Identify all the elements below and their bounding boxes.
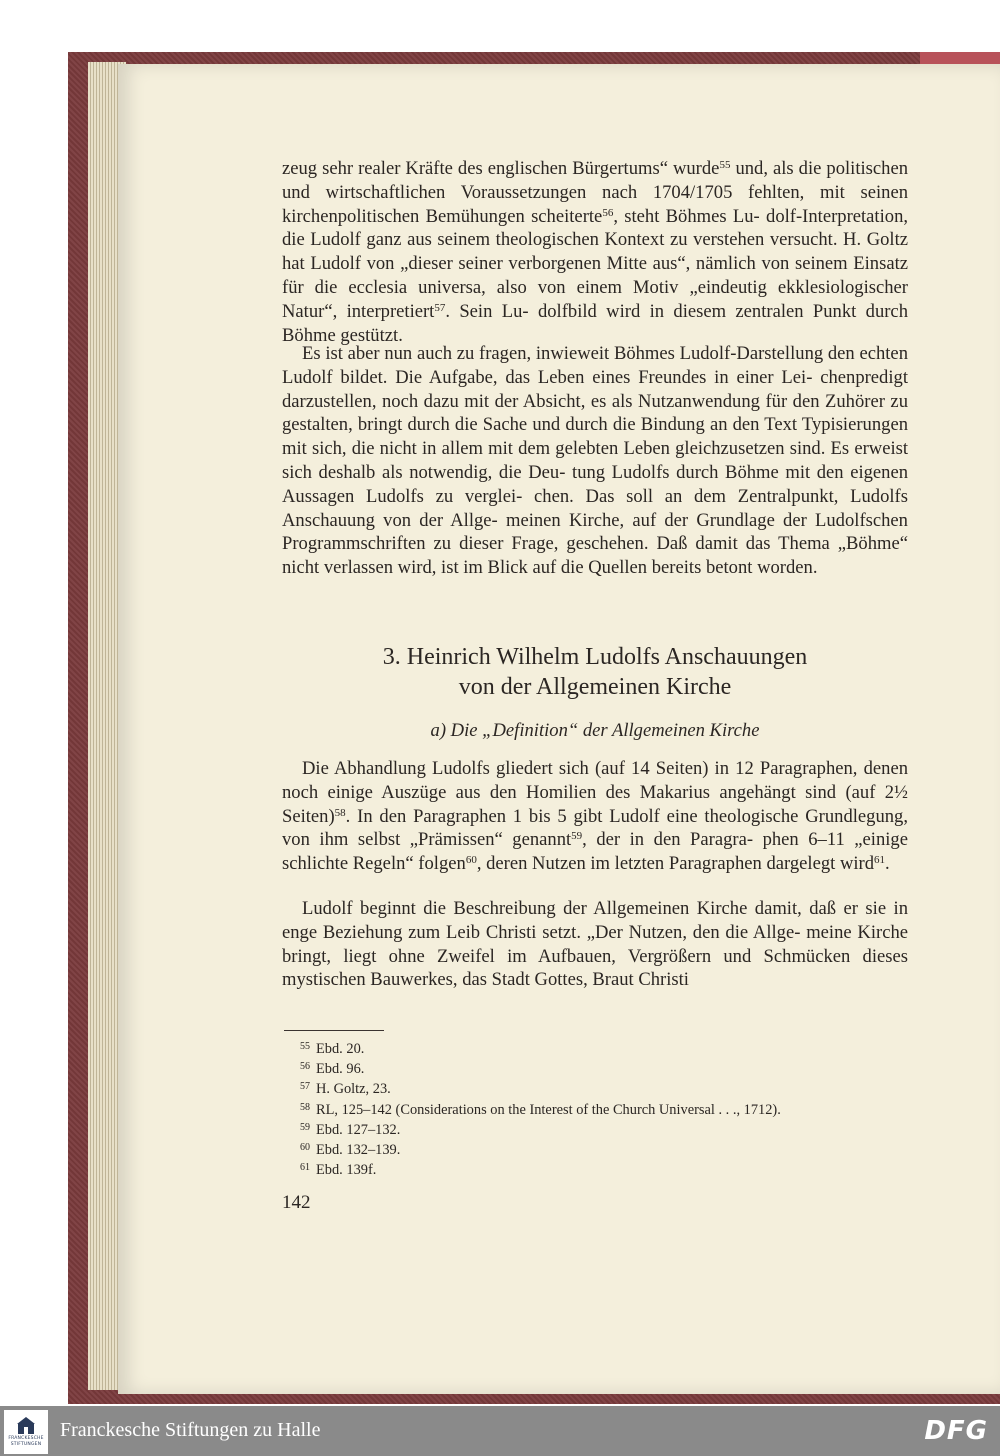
line-text: dolf-Interpretation, die Ludolf ganz aus seinem theologischen Kontext zu xyxy=(282,205,909,251)
footnote-number: 59 xyxy=(300,1121,310,1133)
viewer-footer xyxy=(0,1406,1000,1456)
footnote-reference[interactable]: 57 xyxy=(434,301,446,314)
line-text: politischen und wirtschaftlichen Voraussetzungen nach 1704/1705 fehlten, xyxy=(282,158,908,203)
dfg-logo[interactable]: DFG xyxy=(924,1416,988,1446)
footnote-text: H. Goltz, 23. xyxy=(316,1081,391,1098)
body-paragraph xyxy=(282,342,908,580)
line-text: chen. Das soll an dem Zentralpunkt, Ludolfs Anschauung von der Allge- xyxy=(282,485,908,531)
section-heading xyxy=(282,642,908,702)
line-text: an den Text Typisierungen mit sich, die nicht in allem mit dem gelebten xyxy=(282,414,908,460)
footnote-text: Ebd. 132–139. xyxy=(316,1142,401,1159)
paragraph-text xyxy=(282,897,908,992)
line-text: phen 6–11 „einige schlichte Regeln“ folgen xyxy=(282,829,908,875)
body-paragraph xyxy=(282,757,908,876)
line-text: dolfbild wird in diesem zentralen Punkt durch Böhme gestützt. xyxy=(282,300,908,346)
footnote-text: Ebd. 20. xyxy=(316,1041,365,1057)
line-text: wird, ist im Blick auf die Quellen bereits betont worden. xyxy=(397,557,818,579)
line-text: meine Kirche bringt, liegt ohne Zweifel im Aufbauen, Vergrößern und xyxy=(282,921,908,967)
institution-name[interactable]: Franckesche Stiftungen zu Halle xyxy=(60,1419,321,1441)
text-line xyxy=(282,158,821,179)
line-text: verstehen versucht. H. Goltz hat Ludolf von „dieser seiner verborgenen xyxy=(282,229,908,275)
line-text: Paragraphen dargelegt wird xyxy=(668,853,875,875)
text-line xyxy=(302,343,855,364)
footnote-text: Ebd. 127–132. xyxy=(316,1121,401,1138)
line-text: sie in enge Beziehung zum Leib Christi setzt. „Der Nutzen, den die Allge- xyxy=(282,898,908,943)
text-line xyxy=(669,853,890,874)
footnote-reference[interactable]: 55 xyxy=(719,159,731,171)
line-text: Ludolf beginnt die Beschreibung der Allgemeinen Kirche damit, daß er xyxy=(302,898,858,919)
paragraph-text xyxy=(282,157,908,347)
logo-text xyxy=(5,1436,47,1447)
line-text: Die Abhandlung Ludolfs gliedert sich (auf 14 Seiten) in 12 Paragraphen, xyxy=(302,758,858,779)
text-line xyxy=(302,758,857,779)
footnote-number: 58 xyxy=(300,1101,310,1113)
line-text: Es ist aber nun auch zu fragen, inwieweit Böhmes Ludolf-Darstellung den xyxy=(302,343,855,364)
line-text: , der in den Paragra- xyxy=(582,829,754,851)
footnotes xyxy=(300,1038,900,1179)
line-text: echten Ludolf bildet. Die Aufgabe, das Leben eines Freundes in einer Lei- xyxy=(282,343,908,388)
line-text: , steht Böhmes Lu- xyxy=(613,205,760,227)
footnote-divider xyxy=(284,1030,384,1031)
section-heading-line: von der Allgemeinen Kirche xyxy=(458,674,732,700)
text-line xyxy=(398,557,818,578)
line-text: . xyxy=(885,853,890,875)
logo-text-line: FRANCKESCHE xyxy=(8,1436,44,1441)
line-text: Mitte aus“, nämlich von seinem Einsatz für die ecclesia universa, also von xyxy=(282,253,908,298)
section-heading-line: 3. Heinrich Wilhelm Ludolfs Anschauungen xyxy=(382,644,808,670)
footnote xyxy=(300,1139,900,1159)
line-text: Schmücken dieses mystischen Bauwerkes, das Stadt Gottes, Braut Christi xyxy=(282,945,908,991)
institution-logo[interactable] xyxy=(4,1410,48,1454)
footnote-number: 56 xyxy=(300,1061,310,1073)
line-text: . Sein Lu- xyxy=(445,300,529,322)
paragraph-text xyxy=(282,342,908,580)
footnote-text: Ebd. 139f. xyxy=(316,1162,377,1179)
footnote-number: 55 xyxy=(300,1041,310,1052)
subsection-heading: a) Die „Definition“ der Allgemeinen Kirche xyxy=(430,720,760,741)
line-text: denen noch einige Auszüge aus den Homilien des Makarius angehängt sind xyxy=(282,758,908,803)
line-text: und, als die xyxy=(730,158,822,179)
line-text: dieser Frage, geschehen. Daß damit das Thema „Böhme“ nicht verlassen xyxy=(282,533,908,579)
logo-text-line: STIFTUNGEN xyxy=(10,1441,42,1447)
footnote-text: RL, 125–142 (Considerations on the Interest of the Church Universal . . ., 1712). xyxy=(316,1101,781,1118)
line-text: chenpredigt darzustellen, noch dazu mit der Absicht, es als Nutzanwendung xyxy=(282,366,908,412)
footnote-number: 57 xyxy=(300,1081,310,1093)
footnote-reference[interactable]: 60 xyxy=(465,854,477,867)
line-text: meinen Kirche, auf der Grundlage der Ludolfschen Programmschriften zu xyxy=(282,509,908,555)
footnote xyxy=(300,1058,900,1078)
page-number: 142 xyxy=(282,1192,311,1213)
building-icon xyxy=(16,1416,36,1434)
footnote-text: Ebd. 96. xyxy=(316,1061,365,1078)
line-text: tung Ludolfs durch Böhme mit den eigenen Aussagen Ludolfs zu verglei- xyxy=(282,461,909,507)
footnote xyxy=(300,1159,900,1179)
line-text: (auf 2½ Seiten) xyxy=(282,781,908,827)
footnote-number: 60 xyxy=(300,1142,310,1154)
footnote-reference[interactable]: 58 xyxy=(334,806,346,819)
line-text: einem Motiv „eindeutig ekklesiologischer Natur“, interpretiert xyxy=(282,276,908,322)
footnote-reference[interactable]: 61 xyxy=(874,854,886,867)
footnote xyxy=(300,1099,900,1119)
body-paragraph xyxy=(282,157,908,347)
line-text: Grundlegung, von ihm selbst „Prämissen“ genannt xyxy=(282,805,908,851)
line-text: mit seinen kirchenpolitischen Bemühungen scheiterte xyxy=(282,181,908,227)
text-line xyxy=(302,898,858,919)
footnote-reference[interactable]: 56 xyxy=(602,206,614,219)
line-text: zeug sehr realer Kräfte des englischen Bürgertums“ wurde xyxy=(282,158,720,179)
footnote-reference[interactable]: 59 xyxy=(571,830,583,843)
footnote xyxy=(300,1119,900,1139)
footnote xyxy=(300,1078,900,1098)
paragraph-text xyxy=(282,757,908,876)
line-text: für den Zuhörer zu gestalten, bringt durch die Sache und durch die Bindung xyxy=(282,390,908,436)
line-text: Leben gleichzusetzen sind. Es erweist sich deshalb als notwendig, die Deu- xyxy=(282,438,909,483)
body-paragraph xyxy=(282,897,908,992)
line-text: , deren Nutzen im letzten xyxy=(476,853,665,875)
line-text: . In den Paragraphen 1 bis 5 gibt Ludolf eine theologische xyxy=(345,805,799,827)
footnote xyxy=(300,1038,900,1058)
footnote-number: 61 xyxy=(300,1162,310,1174)
